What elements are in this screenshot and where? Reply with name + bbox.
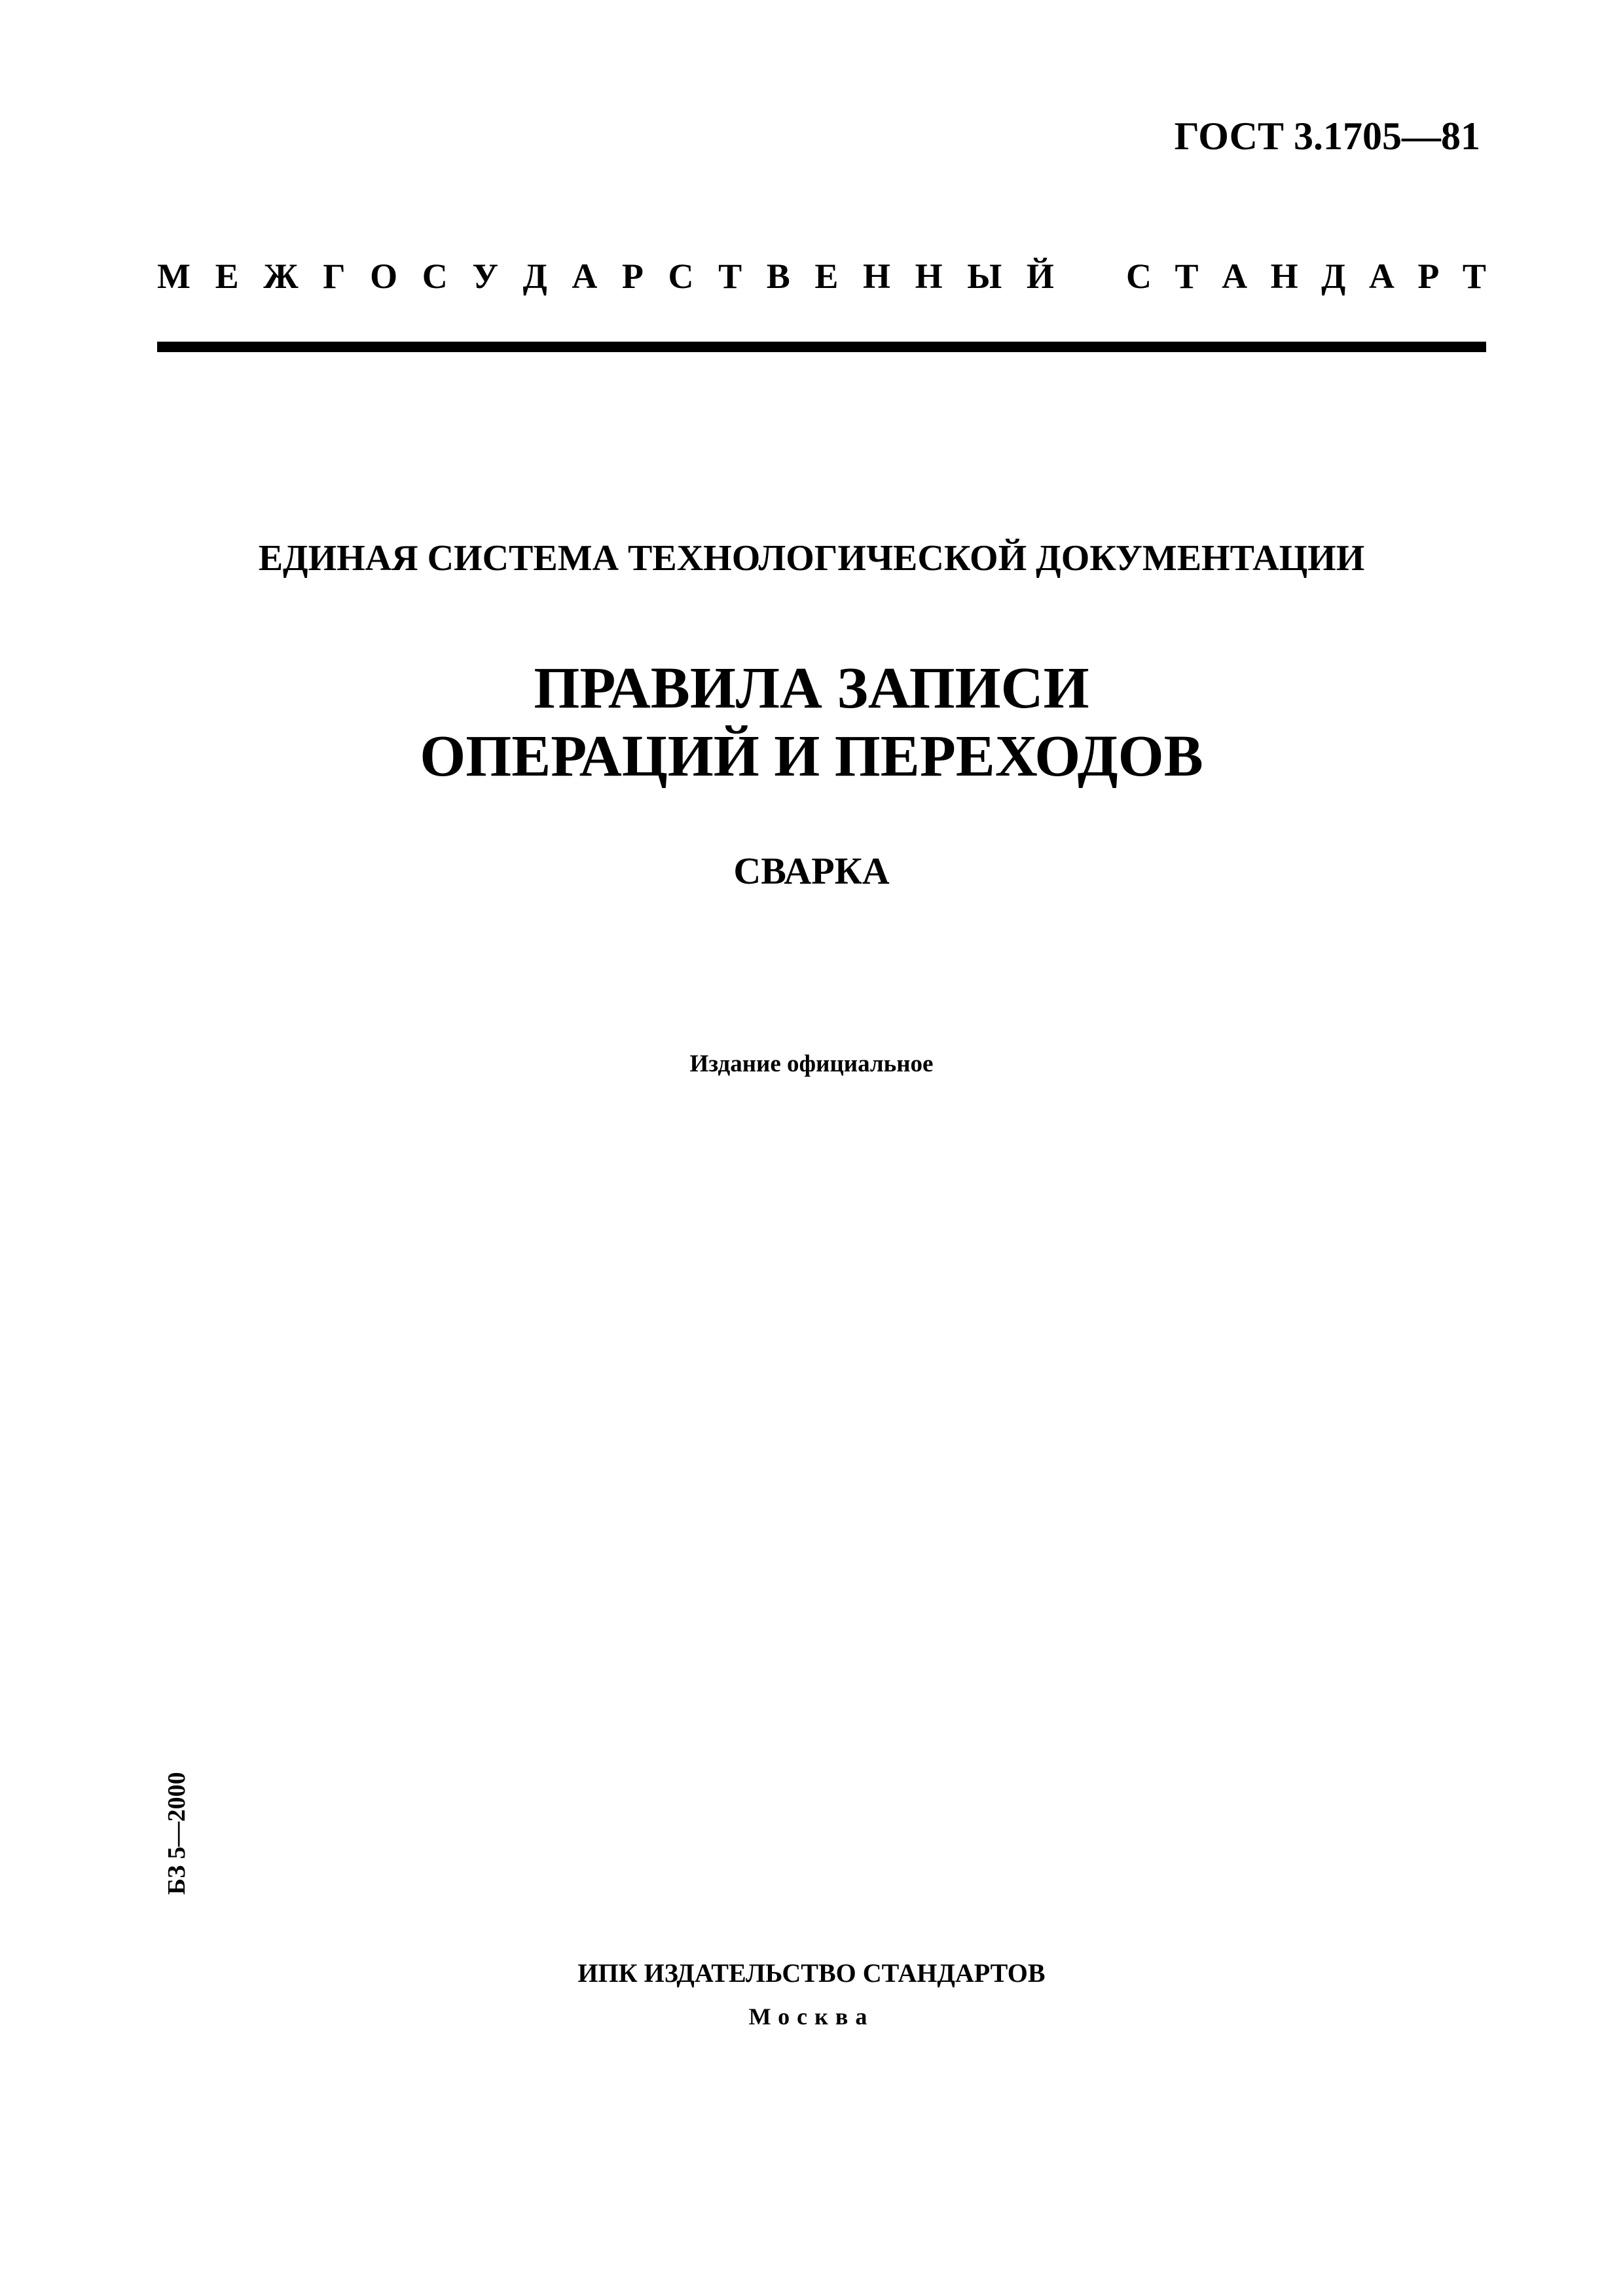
interstate-standard-heading (157, 259, 1486, 294)
heading-letter: А (1368, 257, 1395, 296)
heading-letter: У (472, 257, 498, 296)
heading-letter: Ж (263, 257, 299, 296)
heading-letter: Р (1417, 257, 1440, 296)
heading-letter: Р (621, 257, 644, 296)
heading-letter: С (1126, 257, 1152, 296)
heading-letter: Д (1321, 257, 1346, 296)
publisher-name: ИПК ИЗДАТЕЛЬСТВО СТАНДАРТОВ (577, 1958, 1046, 1988)
heading-letter: Т (1175, 257, 1199, 296)
heading-letter: Т (1462, 257, 1486, 296)
heading-letter: Т (718, 257, 742, 296)
heading-letter: М (157, 257, 191, 296)
heading-letter: С (668, 257, 694, 296)
heading-letter: Д (522, 257, 547, 296)
heading-letter: Н (915, 257, 943, 296)
document-subtitle: СВАРКА (733, 850, 890, 892)
heading-letter: Е (215, 257, 239, 296)
standard-word (1126, 259, 1486, 294)
system-title: ЕДИНАЯ СИСТЕМА ТЕХНОЛОГИЧЕСКОЙ ДОКУМЕНТАЦИИ (258, 538, 1365, 579)
heading-letter: Н (1270, 257, 1298, 296)
interstate-word (157, 259, 1054, 294)
heading-letter: Й (1026, 257, 1054, 296)
publisher-city: Москва (748, 2003, 875, 2030)
heading-letter: Н (862, 257, 890, 296)
heading-letter: Ы (967, 257, 1002, 296)
heading-letter: А (1222, 257, 1248, 296)
document-title (0, 655, 1623, 791)
heading-letter: С (422, 257, 448, 296)
heading-letter: Г (323, 257, 346, 296)
heading-letter: А (572, 257, 598, 296)
heading-letter: В (766, 257, 790, 296)
document-title-line: ОПЕРАЦИЙ И ПЕРЕХОДОВ (420, 724, 1203, 789)
heading-letter: Е (814, 257, 839, 296)
heading-divider (157, 342, 1486, 352)
standard-number: ГОСТ 3.1705—81 (1174, 115, 1480, 158)
edition-note: Издание официальное (689, 1050, 934, 1077)
document-title-line: ПРАВИЛА ЗАПИСИ (534, 656, 1089, 721)
side-code: БЗ 5—2000 (163, 1772, 191, 1895)
heading-letter: О (370, 257, 398, 296)
